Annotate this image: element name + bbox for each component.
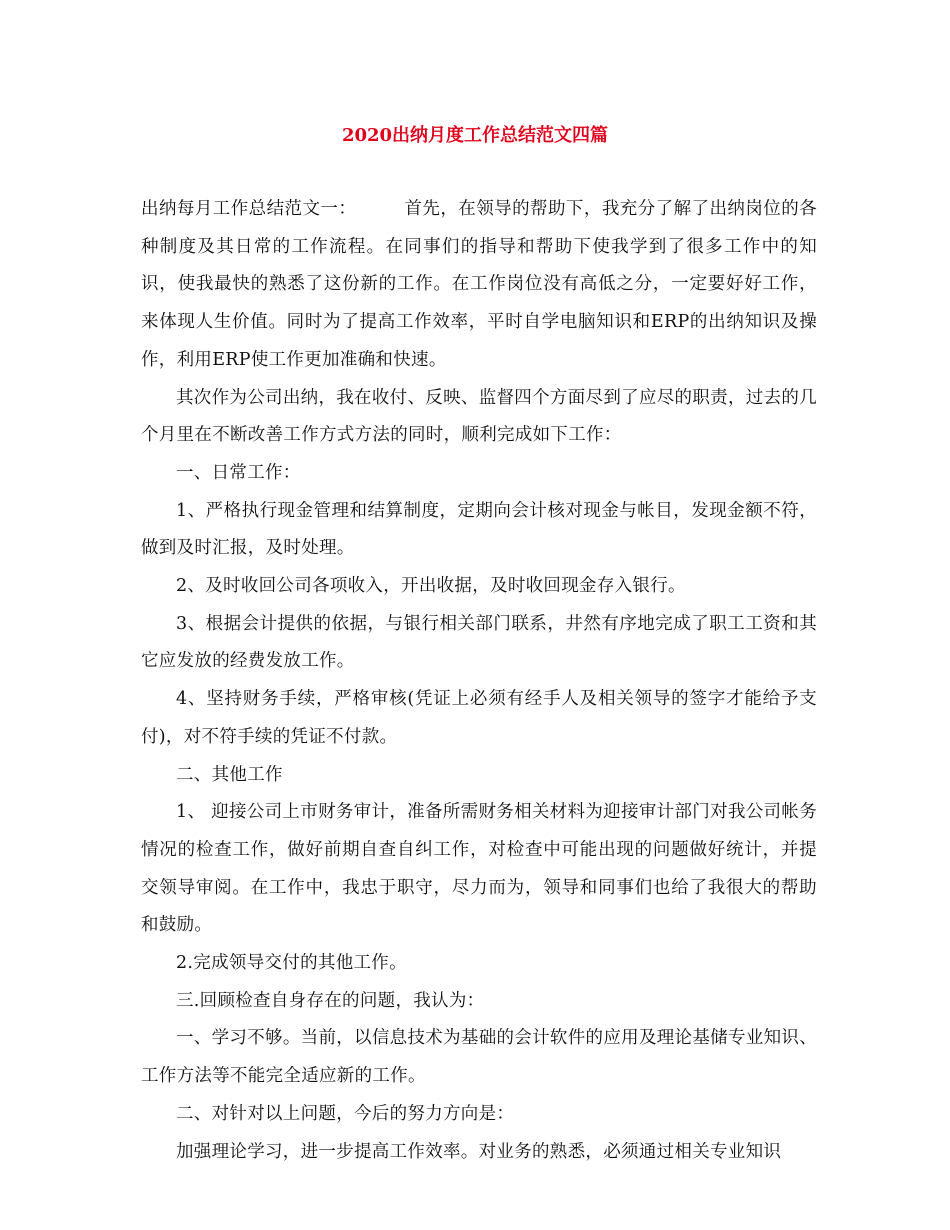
- intro-paragraph: [141, 191, 817, 380]
- intro-text: 首先，在领导的帮助下，我充分了解了出纳岗位的各种制度及其日常的工作流程。在同事们的指导和帮助下使我学到了很多工作中的知识，使我最快的熟悉了这份新的工作。在工作岗位没有高低之分，一定要好好工作，来体现人生价值。同时为了提高工作效率，平时自学电脑知识和ERP的出纳知识及操作，利用ERP使工作更加准确和快速。: [141, 199, 817, 370]
- list-item: 1、 迎接公司上市财务审计，准备所需财务相关材料为迎接审计部门对我公司帐务情况的检查工作，做好前期自查自纠工作，对检查中可能出现的问题做好统计，并提交领导审阅。在工作中，我忠于职守，尽力而为，领导和同事们也给了我很大的帮助和鼓励。: [141, 802, 817, 936]
- document-body: [141, 191, 817, 1171]
- list-item: 一、学习不够。当前，以信息技术为基础的会计软件的应用及理论基储专业知识、工作方法等不能完全适应新的工作。: [141, 1028, 817, 1087]
- paragraph: 其次作为公司出纳，我在收付、反映、监督四个方面尽到了应尽的职责，过去的几个月里在不断改善工作方式方法的同时，顺利完成如下工作：: [141, 387, 817, 446]
- list-item: 2.完成领导交付的其他工作。: [176, 953, 407, 974]
- list-item: 4、坚持财务手续，严格审核(凭证上必须有经手人及相关领导的签字才能给予支付)，对不符手续的凭证不付款。: [141, 689, 817, 747]
- list-item: 3、根据会计提供的依据，与银行相关部门联系，井然有序地完成了职工工资和其它应发放的经费发放工作。: [141, 613, 817, 672]
- intro-label: 出纳每月工作总结范文一：: [141, 199, 357, 219]
- section-heading: 二、其他工作: [176, 764, 283, 785]
- section-heading: 一、日常工作：: [176, 462, 301, 483]
- list-item: 2、及时收回公司各项收入，开出收据，及时收回现金存入银行。: [176, 576, 686, 597]
- section-heading: 二、对针对以上问题，今后的努力方向是：: [176, 1103, 515, 1124]
- section-heading: 三.回顾检查自身存在的问题，我认为：: [176, 990, 485, 1011]
- document-title: 2020出纳月度工作总结范文四篇: [341, 125, 609, 146]
- paragraph: 加强理论学习，进一步提高工作效率。对业务的熟悉，必须通过相关专业知识: [176, 1141, 782, 1162]
- list-item: 1、严格执行现金管理和结算制度，定期向会计核对现金与帐目，发现金额不符，做到及时汇报，及时处理。: [141, 500, 817, 559]
